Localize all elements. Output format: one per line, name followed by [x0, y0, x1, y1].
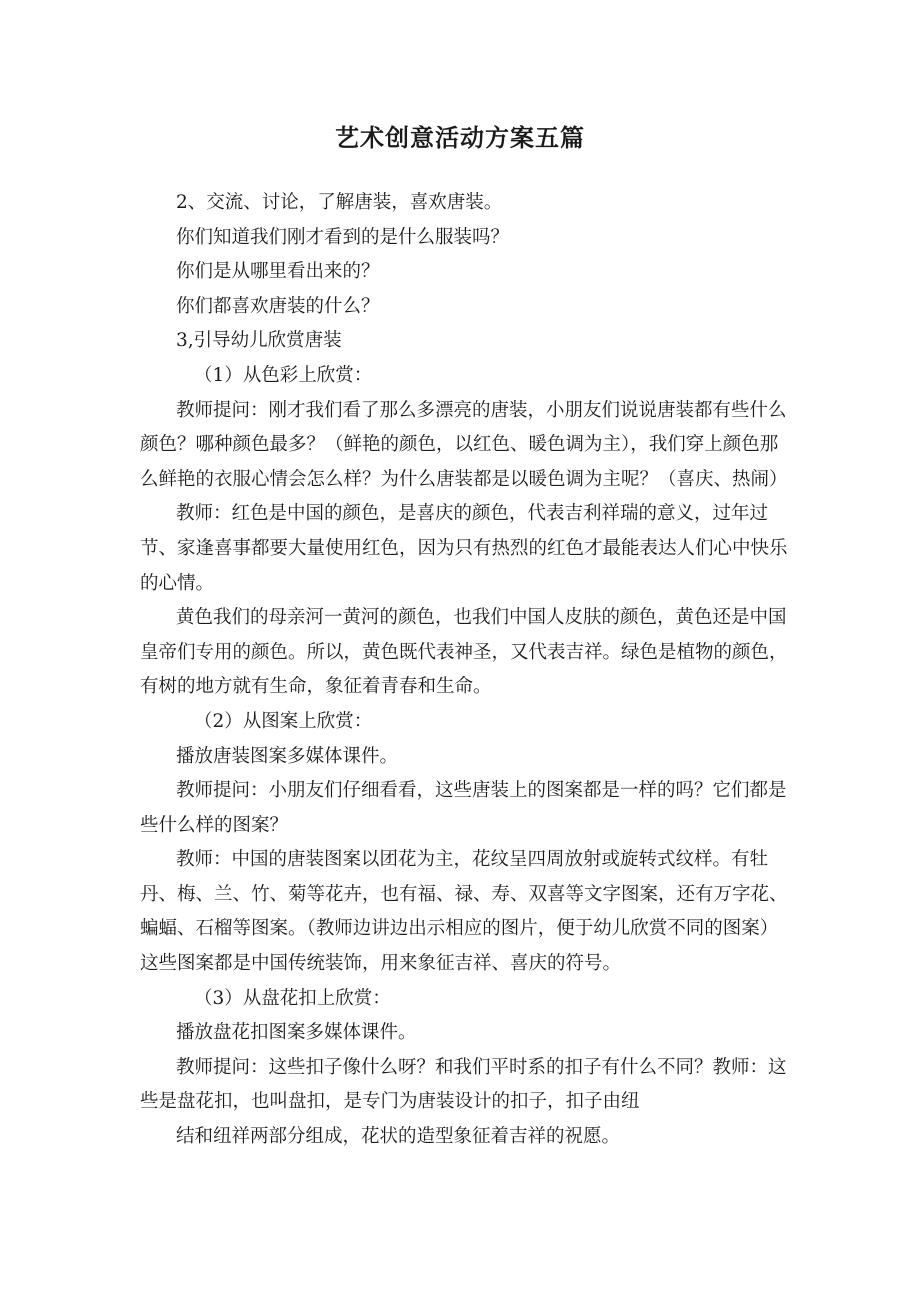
- paragraph: 你们是从哪里看出来的？: [176, 261, 380, 283]
- paragraph: 2、交流、讨论，了解唐装，喜欢唐装。: [176, 192, 503, 213]
- paragraph: 你们都喜欢唐装的什么？: [176, 295, 380, 317]
- paragraph: 教师：中国的唐装图案以团花为主，花纹呈四周放射或旋转式纹样。有牡丹、梅、兰、竹、菊等花卉，也有福、禄、寿、双喜等文字图案，还有万字花、蝙蝠、石榴等图案。（教师边讲边出示相应的图片，便于幼儿欣赏不同的图案）这些图案都是中国传统装饰，用来象征吉祥、喜庆的符号。: [140, 849, 788, 975]
- document-body: [140, 186, 790, 1155]
- paragraph: 教师提问：刚才我们看了那么多漂亮的唐装，小朋友们说说唐装都有些什么颜色？哪种颜色最多？（鲜艳的颜色，以红色、暖色调为主），我们穿上颜色那么鲜艳的衣服心情会怎么样？为什么唐装都是以暖色调为主呢？（喜庆、热闹）: [140, 399, 788, 490]
- paragraph: 黄色我们的母亲河一黄河的颜色，也我们中国人皮肤的颜色，黄色还是中国皇帝们专用的颜色。所以，黄色既代表神圣，又代表吉祥。绿色是植物的颜色，有树的地方就有生命，象征着青春和生命。: [140, 607, 788, 698]
- subheading: （2）从图案上欣赏：: [194, 710, 373, 732]
- subheading: （1）从色彩上欣赏：: [194, 364, 373, 386]
- subheading: （3）从盘花扣上欣赏：: [194, 987, 391, 1009]
- paragraph: 播放唐装图案多媒体课件。: [176, 745, 399, 767]
- paragraph: 播放盘花扣图案多媒体课件。: [176, 1022, 417, 1044]
- paragraph: 3,引导幼儿欣赏唐装: [176, 330, 342, 352]
- page-title: 艺术创意活动方案五篇: [335, 124, 585, 152]
- paragraph: 教师提问：小朋友们仔细看看，这些唐装上的图案都是一样的吗？它们都是些什么样的图案？: [140, 780, 787, 836]
- paragraph: 教师提问：这些扣子像什么呀？和我们平时系的扣子有什么不同？教师：这些是盘花扣，也叫盘扣，是专门为唐装设计的扣子，扣子由纽: [140, 1056, 787, 1113]
- paragraph: 结和纽祥两部分组成，花状的造型象征着吉祥的祝愿。: [176, 1126, 621, 1148]
- paragraph: 教师：红色是中国的颜色，是喜庆的颜色，代表吉利祥瑞的意义，过年过节、家逢喜事都要大量使用红色，因为只有热烈的红色才最能表达人们心中快乐的心情。: [140, 503, 788, 594]
- paragraph: 你们知道我们刚才看到的是什么服装吗？: [176, 226, 510, 248]
